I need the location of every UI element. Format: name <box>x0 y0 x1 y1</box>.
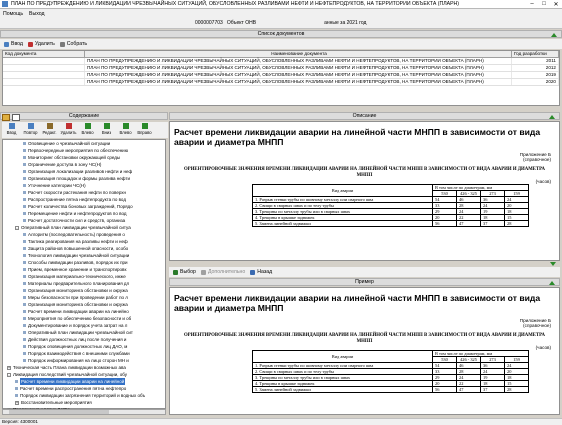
tree-item-label: Порядок ликвидации загрязнения территорий и водных объ <box>20 393 146 398</box>
tree-item-label: Организация материально-технического, инже <box>28 274 126 279</box>
value-cell: 24 <box>505 197 529 203</box>
data-year: анные за 2021 год <box>324 20 367 26</box>
node-icon <box>15 394 18 397</box>
select-icon <box>173 270 178 275</box>
tool-label: Вниз <box>101 130 112 135</box>
node-icon <box>23 191 26 194</box>
tool-icon <box>123 123 129 129</box>
tree-item[interactable] <box>3 301 165 308</box>
value-cell: 28 <box>457 203 481 209</box>
value-cell: 56 <box>433 221 457 227</box>
value-cell: 24 <box>481 203 505 209</box>
tree-item-label: Расчет времени ликвидации аварии на линейной <box>21 379 125 384</box>
col-group-header: В том числе по диаметрам, мм <box>433 185 529 191</box>
time-table <box>252 184 529 227</box>
time-row <box>253 221 529 227</box>
object-code: 0000007703 <box>195 20 223 26</box>
tree-item-label: Восстановительные мероприятия <box>21 400 92 405</box>
diameter-header: 426 - 325 <box>457 357 481 363</box>
value-cell: 24 <box>457 209 481 215</box>
maximize-icon[interactable]: □ <box>542 1 546 7</box>
docs-cell-year: 2011 <box>512 58 559 64</box>
menu-help[interactable]: Помощь <box>3 10 24 17</box>
node-icon <box>23 177 26 180</box>
docs-section-title: Список документов <box>257 31 305 37</box>
docs-row[interactable] <box>3 58 559 65</box>
tool-label: Редакт. <box>42 130 57 135</box>
value-cell: 18 <box>481 215 505 221</box>
value-cell: 56 <box>433 387 457 393</box>
doc-heading: Расчет времени ликвидации аварии на линейной части МНПП в зависимости от вида аварии и диаметра МНПП <box>174 127 541 147</box>
value-cell: 47 <box>457 387 481 393</box>
value-cell: 33 <box>433 203 457 209</box>
tree-item[interactable] <box>3 392 165 399</box>
collapse-icon[interactable]: - <box>16 225 18 230</box>
node-icon <box>23 198 26 201</box>
tree-item[interactable] <box>3 336 165 343</box>
tree-item-label: Расчет достаточности сил и средств, организа <box>28 218 126 223</box>
kind-cell: 2. Свищи в сварных швах и по телу трубы <box>253 369 433 375</box>
diameter-header: 426 - 325 <box>457 191 481 197</box>
docs-cell-year: 2012 <box>512 65 559 71</box>
node-icon <box>23 219 26 222</box>
docs-grid-header <box>3 51 559 58</box>
tree-item-label: Способы ликвидации разливов, порядок их при <box>28 260 128 265</box>
doc-units: (часов) <box>535 345 551 350</box>
doc-appendix: Приложение Б <box>519 318 551 323</box>
value-cell: 28 <box>457 369 481 375</box>
docs-collect-button[interactable]: Собрать <box>60 41 87 47</box>
tree-item-label: Уточнение категории ЧС(Н) <box>28 183 86 188</box>
contents-mini-toolbar <box>2 114 26 122</box>
tree-item-label: Оперативный план ликвидации чрезвычайной ситуа <box>21 225 131 230</box>
kind-cell: 1. Разрыв стенки трубы по шовному металлу или сварного шва <box>253 197 433 203</box>
tree-item-label: Организация площадок и формы разлива нефти <box>28 176 130 181</box>
col-code[interactable]: Код документа <box>3 51 85 57</box>
tool-label: Ввод <box>6 130 17 135</box>
tree-item-label: Тактика реагирования на разливы нефти и неф <box>28 239 128 244</box>
docs-delete-button[interactable]: Удалить <box>28 41 55 47</box>
doc-appendix: Приложение Б <box>519 152 551 157</box>
folder-open-icon[interactable] <box>2 114 10 121</box>
contents-tool-button[interactable] <box>97 122 116 138</box>
node-icon <box>23 282 26 285</box>
docs-cell-name: ПЛАН ПО ПРЕДУПРЕЖДЕНИЮ И ЛИКВИДАЦИИ ЧРЕЗВЫЧАЙНЫХ СИТУАЦИЙ, ОБУСЛОВЛЕННЫХ РАЗЛИВАМИ НЕФТИ И НЕФТЕПРОДУКТОВ, НА ТЕРРИТОРИИ ОБЪЕКТА (ПЛАРН) <box>85 65 512 71</box>
app-icon <box>2 1 8 7</box>
node-icon <box>23 247 26 250</box>
tree-item[interactable] <box>3 224 165 231</box>
object-name: Объект ОНВ <box>226 20 257 26</box>
kind-cell: 5. Замена линейной задвижки <box>253 221 433 227</box>
tree-item-label: Первоочередные мероприятия по обеспечению <box>28 148 129 153</box>
value-cell: 24 <box>481 369 505 375</box>
tree-item-label: Порядок взаимодействия с внешними службами <box>28 351 130 356</box>
diameter-header: 273 <box>481 357 505 363</box>
diameter-header: 273 <box>481 191 505 197</box>
node-icon <box>23 324 26 327</box>
value-cell: 15 <box>505 381 529 387</box>
tree-item[interactable] <box>3 168 165 175</box>
contents-tool-button[interactable] <box>59 122 78 138</box>
value-cell: 15 <box>505 215 529 221</box>
tree-item[interactable] <box>3 231 165 238</box>
tree-item[interactable] <box>3 266 165 273</box>
tree-item[interactable] <box>3 154 165 161</box>
window-title: ПЛАН ПО ПРЕДУПРЕЖДЕНИЮ И ЛИКВИДАЦИИ ЧРЕЗВЫЧАЙНЫХ СИТУАЦИЙ, ОБУСЛОВЛЕННЫХ РАЗЛИВАМИ НЕФТИ И НЕФТЕПРОДУКТОВ, НА ТЕРРИТОРИИ ОБЪЕКТА (ПЛАРН) <box>11 1 460 7</box>
tree-item-label: Оперативный план ликвидации чрезвычайной сит <box>28 330 133 335</box>
docs-row[interactable] <box>3 79 559 86</box>
tree-item-label: Организация локализации разливов нефти и неф <box>28 169 133 174</box>
tree-item[interactable] <box>3 210 165 217</box>
tree-item-label: Документирование и порядок учета затрат на л <box>28 323 128 328</box>
contents-tool-button[interactable] <box>2 122 21 138</box>
tree-item[interactable] <box>3 280 165 287</box>
doc-table-title: ОРИЕНТИРОВОЧНЫЕ ЗНАЧЕНИЯ ВРЕМЕНИ ЛИКВИДАЦИИ АВАРИИ НА ЛИНЕЙНОЙ ЧАСТИ МНПП В ЗАВИСИМОСТИ ОТ ВИДА АВАРИИ И ДИАМЕТРА МНПП <box>184 167 545 178</box>
contents-tool-button[interactable] <box>135 122 154 138</box>
value-cell: 37 <box>481 387 505 393</box>
node-icon <box>23 142 26 145</box>
tree-item-label: Организация мониторинга обстановки и окружа <box>28 302 128 307</box>
tree-item[interactable] <box>3 294 165 301</box>
value-cell: 19 <box>481 209 505 215</box>
tool-label: Вправо <box>137 130 152 135</box>
back-button[interactable]: Назад <box>250 269 272 275</box>
tree-item-label: Перемещение нефти и нефтепродуктов по вод <box>28 211 127 216</box>
col-kind-header: Вид аварии <box>253 351 433 363</box>
close-icon[interactable]: ✕ <box>553 1 559 8</box>
value-cell: 20 <box>505 203 529 209</box>
docs-cell-code <box>3 72 85 78</box>
value-cell: 46 <box>457 197 481 203</box>
tool-icon <box>47 123 53 129</box>
value-cell: 18 <box>505 209 529 215</box>
menu-bar <box>0 9 562 18</box>
tool-label: Удалить <box>60 130 77 135</box>
extra-button[interactable]: Дополнительно <box>201 269 245 275</box>
docs-row[interactable] <box>3 72 559 79</box>
tree-item[interactable] <box>3 329 165 336</box>
node-icon <box>23 268 26 271</box>
tree-item-label: Защита районов повышенной опасности, особо <box>28 246 129 251</box>
node-icon <box>23 254 26 257</box>
doc-units: (часов) <box>535 179 551 184</box>
tool-label: Влево <box>119 130 132 135</box>
node-icon <box>23 240 26 243</box>
time-row <box>253 387 529 393</box>
value-cell: 20 <box>433 381 457 387</box>
tree-item-label: Порядок оповещения должностных лиц ДАО, м <box>28 344 128 349</box>
tree-item[interactable] <box>3 189 165 196</box>
collapse-up-icon[interactable] <box>551 33 557 37</box>
example-section-title: Пример <box>355 279 374 285</box>
value-cell: 29 <box>433 375 457 381</box>
example-toolbar <box>169 267 560 277</box>
node-icon <box>23 170 26 173</box>
tree-item-label: Ликвидация последствий чрезвычайной ситуации, обу <box>13 372 128 377</box>
node-icon <box>23 205 26 208</box>
desc-collapse-icon[interactable] <box>549 115 555 119</box>
value-cell: 33 <box>433 369 457 375</box>
col-kind-header: Вид аварии <box>253 185 433 197</box>
diameter-header: 530 <box>433 191 457 197</box>
node-icon <box>23 289 26 292</box>
node-icon <box>23 331 26 334</box>
value-cell: 28 <box>505 387 529 393</box>
kind-cell: 3. Трещины по металлу трубы или в сварных швах <box>253 375 433 381</box>
value-cell: 22 <box>457 215 481 221</box>
docs-cell-code <box>3 79 85 85</box>
node-icon <box>23 359 26 362</box>
docs-cell-code <box>3 65 85 71</box>
title-bar <box>0 0 562 9</box>
tree-item[interactable] <box>3 245 165 252</box>
tree-item[interactable] <box>3 238 165 245</box>
collapse-icon[interactable]: - <box>8 372 10 377</box>
kind-cell: 4. Трещины в крышке задвижек <box>253 381 433 387</box>
docs-add-button[interactable]: Ввод <box>4 41 23 47</box>
value-cell: 46 <box>457 363 481 369</box>
menu-exit[interactable]: Выход <box>29 10 45 17</box>
docs-row[interactable] <box>3 65 559 72</box>
doc-ref: (справочное) <box>523 323 551 328</box>
tree-item[interactable] <box>3 371 165 378</box>
tree-item[interactable] <box>3 175 165 182</box>
example-section-header <box>169 278 560 286</box>
example-pane <box>169 287 560 415</box>
kind-cell: 4. Трещины в крышке задвижек <box>253 215 433 221</box>
docs-cell-year: 2019 <box>512 72 559 78</box>
node-icon <box>23 275 26 278</box>
status-text: Версия: 4300001 <box>2 419 38 424</box>
extra-icon <box>201 270 206 275</box>
col-year[interactable]: Год разработки <box>512 51 559 57</box>
desc-section-title: Описание <box>352 113 377 119</box>
tree-item[interactable] <box>3 140 165 147</box>
doc-heading: Расчет времени ликвидации аварии на линейной части МНПП в зависимости от вида аварии и диаметра МНПП <box>174 293 541 313</box>
tree-item-label: Прием, временное хранение и транспортировк <box>28 267 127 272</box>
node-icon <box>23 352 26 355</box>
node-icon <box>15 380 18 383</box>
example-collapse-icon[interactable] <box>549 281 555 285</box>
tree-item-label: Технология ликвидации чрезвычайной ситуации <box>28 253 130 258</box>
docs-grid <box>2 50 560 106</box>
tree-item[interactable] <box>3 217 165 224</box>
value-cell: 37 <box>481 221 505 227</box>
node-icon <box>23 212 26 215</box>
expand-icon[interactable]: + <box>16 400 19 405</box>
node-icon <box>23 163 26 166</box>
node-icon <box>23 184 26 187</box>
expand-down-icon[interactable] <box>550 262 556 266</box>
tool-icon <box>66 123 72 129</box>
delete-icon <box>28 42 33 47</box>
docs-cell-code <box>3 58 85 64</box>
value-cell: 54 <box>433 363 457 369</box>
contents-tool-button[interactable] <box>78 122 97 138</box>
tool-icon <box>104 123 110 129</box>
tree-item[interactable] <box>3 196 165 203</box>
tree-item[interactable] <box>3 378 165 385</box>
node-icon <box>23 296 26 299</box>
tree-item-label: Действия должностных лиц после получения и <box>28 337 127 342</box>
contents-tool-button[interactable] <box>116 122 135 138</box>
tree-item-label: Материалы предварительного планирования дл <box>28 281 130 286</box>
tree-item[interactable] <box>3 203 165 210</box>
diameter-header: 159 <box>505 191 529 197</box>
docs-toolbar <box>0 39 562 49</box>
contents-tool-button[interactable] <box>40 122 59 138</box>
tree-item[interactable] <box>3 259 165 266</box>
kind-cell: 1. Разрыв стенки трубы по шовному металлу или сварного шва <box>253 363 433 369</box>
tree-item[interactable] <box>3 308 165 315</box>
tool-icon <box>142 123 148 129</box>
tree-item[interactable] <box>3 161 165 168</box>
col-group-header: В том числе по диаметрам, мм <box>433 351 529 357</box>
tree-item-label: Меры безопасности при проведении работ по л <box>28 295 128 300</box>
node-icon <box>23 261 26 264</box>
tree-item-label: Техническая часть Плана ликвидации возможных ава <box>13 365 126 370</box>
select-button[interactable]: Выбор <box>173 269 196 275</box>
value-cell: 24 <box>505 363 529 369</box>
value-cell: 54 <box>433 197 457 203</box>
tree-item[interactable] <box>3 350 165 357</box>
kind-cell: 3. Трещины по металлу трубы или в сварных швах <box>253 209 433 215</box>
node-icon <box>23 338 26 341</box>
diameter-header: 530 <box>433 357 457 363</box>
docs-cell-name: ПЛАН ПО ПРЕДУПРЕЖДЕНИЮ И ЛИКВИДАЦИИ ЧРЕЗВЫЧАЙНЫХ СИТУАЦИЙ, ОБУСЛОВЛЕННЫХ РАЗЛИВАМИ НЕФТИ И НЕФТЕПРОДУКТОВ, НА ТЕРРИТОРИИ ОБЪЕКТА (ПЛАРН) <box>85 79 512 85</box>
node-icon <box>15 387 18 390</box>
contents-tool-button[interactable] <box>21 122 40 138</box>
contents-tree[interactable] <box>2 139 166 409</box>
docs-section-header <box>0 30 562 38</box>
tree-item-label: Мониторинг обстановки окружающей среды <box>28 155 121 160</box>
tool-label: Влево <box>81 130 94 135</box>
value-cell: 18 <box>481 381 505 387</box>
tool-icon <box>28 123 34 129</box>
desc-section-header <box>169 112 560 120</box>
node-icon <box>23 233 26 236</box>
tree-item-label: Расчет скорости растекания нефти по поверхн <box>28 190 127 195</box>
node-icon <box>23 345 26 348</box>
collect-icon <box>60 42 65 47</box>
node-icon <box>23 310 26 313</box>
expand-icon[interactable]: + <box>8 365 11 370</box>
tree-item[interactable] <box>3 357 165 364</box>
document-icon[interactable] <box>12 114 20 121</box>
status-bar <box>0 418 562 425</box>
tree-item-label: Расчет времени распространения пятна нефтепро <box>20 386 127 391</box>
value-cell: 28 <box>505 221 529 227</box>
kind-cell: 2. Свищи в сварных швах и по телу трубы <box>253 203 433 209</box>
value-cell: 36 <box>481 363 505 369</box>
docs-cell-name: ПЛАН ПО ПРЕДУПРЕЖДЕНИЮ И ЛИКВИДАЦИИ ЧРЕЗВЫЧАЙНЫХ СИТУАЦИЙ, ОБУСЛОВЛЕННЫХ РАЗЛИВАМИ НЕФТИ И НЕФТЕПРОДУКТОВ, НА ТЕРРИТОРИИ ОБЪЕКТА (ПЛАРН) <box>85 72 512 78</box>
tree-item[interactable] <box>3 147 165 154</box>
value-cell: 18 <box>505 375 529 381</box>
add-doc-icon <box>4 42 9 47</box>
back-arrow-icon <box>250 270 255 275</box>
value-cell: 29 <box>433 209 457 215</box>
node-icon <box>23 317 26 320</box>
contents-toolbar <box>2 122 168 138</box>
node-icon <box>23 149 26 152</box>
value-cell: 24 <box>457 375 481 381</box>
tree-item-label: Порядок информирования на лицо сторон МН и <box>28 358 129 363</box>
tree-item[interactable] <box>3 399 165 406</box>
tree-item[interactable] <box>3 322 165 329</box>
tree-item[interactable] <box>3 182 165 189</box>
tool-label: Повтор <box>23 130 38 135</box>
tree-item[interactable] <box>3 343 165 350</box>
doc-ref: (справочное) <box>523 157 551 162</box>
tree-item-label: Мероприятия по обеспечению безопасности и об <box>28 316 132 321</box>
tree-item-label: Алгоритм (последовательность) проведения о <box>28 232 125 237</box>
col-name[interactable]: Наименование документа <box>85 51 512 57</box>
info-bar <box>0 18 562 29</box>
tool-icon <box>85 123 91 129</box>
tree-item[interactable] <box>3 315 165 322</box>
value-cell: 20 <box>505 369 529 375</box>
tree-item-label: Расчет количества боновых заграждений, Порядо <box>28 204 133 209</box>
kind-cell: 5. Замена линейной задвижки <box>253 387 433 393</box>
time-table <box>252 350 529 393</box>
docs-cell-name: ПЛАН ПО ПРЕДУПРЕЖДЕНИЮ И ЛИКВИДАЦИИ ЧРЕЗВЫЧАЙНЫХ СИТУАЦИЙ, ОБУСЛОВЛЕННЫХ РАЗЛИВАМИ НЕФТИ И НЕФТЕПРОДУКТОВ, НА ТЕРРИТОРИИ ОБЪЕКТА (ПЛАРН) <box>85 58 512 64</box>
node-icon <box>23 156 26 159</box>
tree-item-label: Оповещение о чрезвычайной ситуации <box>28 141 111 146</box>
tree-item[interactable] <box>3 364 165 371</box>
tree-item[interactable] <box>3 287 165 294</box>
diameter-header: 159 <box>505 357 529 363</box>
doc-table-title: ОРИЕНТИРОВОЧНЫЕ ЗНАЧЕНИЯ ВРЕМЕНИ ЛИКВИДАЦИИ АВАРИИ НА ЛИНЕЙНОЙ ЧАСТИ МНПП В ЗАВИСИМОСТИ ОТ ВИДА АВАРИИ И ДИАМЕТРА МНПП <box>184 333 545 344</box>
tree-hscrollbar[interactable] <box>2 409 166 415</box>
tree-item[interactable] <box>3 252 165 259</box>
tool-icon <box>9 123 15 129</box>
tree-item-label: Ограничение доступа в зону ЧС(Н) <box>28 162 102 167</box>
tree-item[interactable] <box>3 273 165 280</box>
value-cell: 36 <box>481 197 505 203</box>
contents-section-title: Содержание <box>68 113 100 119</box>
tree-item-label: Организация мониторинга обстановки и окружа <box>28 288 128 293</box>
node-icon <box>23 303 26 306</box>
tree-item-label: Распространение пятна нефтепродукта по вод <box>28 197 126 202</box>
value-cell: 22 <box>457 381 481 387</box>
value-cell: 19 <box>481 375 505 381</box>
minimize-icon[interactable]: – <box>530 1 534 7</box>
tree-item-label: Расчет времени ликвидации аварии на линейно <box>28 309 129 314</box>
tree-hscroll-thumb[interactable] <box>9 410 109 414</box>
value-cell: 47 <box>457 221 481 227</box>
docs-cell-year: 2020 <box>512 79 559 85</box>
value-cell: 20 <box>433 215 457 221</box>
tree-item[interactable] <box>3 385 165 392</box>
description-pane <box>169 121 560 261</box>
